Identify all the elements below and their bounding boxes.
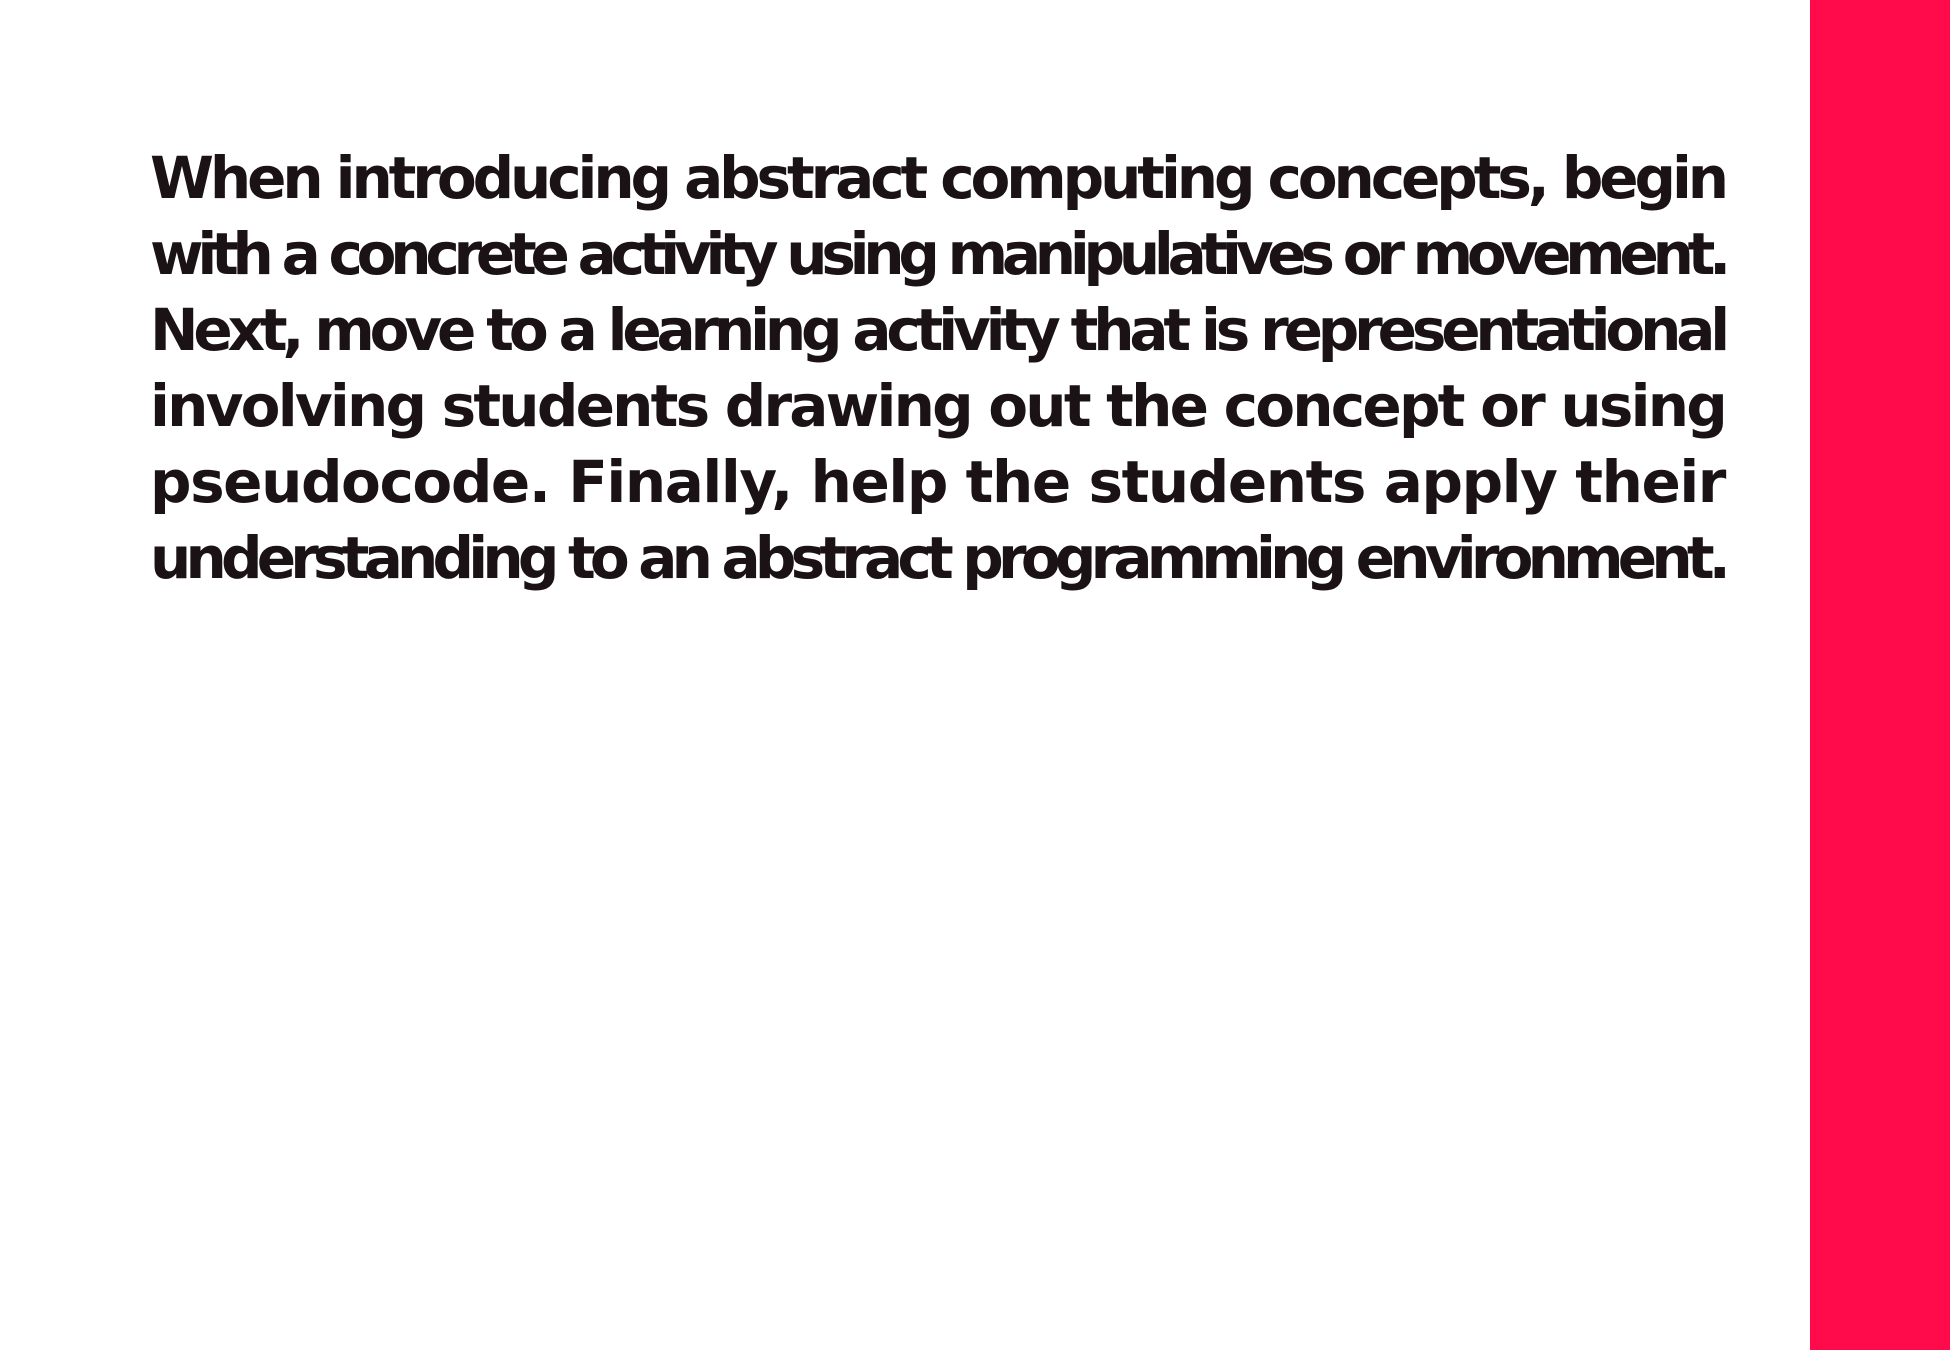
paragraph-line-1: When introducing abstract computing concepts, begin bbox=[150, 144, 1725, 212]
paragraph-line-2: with a concrete activity using manipulatives or movement. bbox=[150, 220, 1725, 288]
paragraph-line-6: understanding to an abstract programming environment. bbox=[150, 524, 1725, 592]
accent-side-bar bbox=[1810, 0, 1950, 1350]
paragraph-line-4: involving students drawing out the concept or using bbox=[150, 372, 1725, 440]
body-paragraph bbox=[150, 140, 1725, 596]
paragraph-line-5: pseudocode. Finally, help the students apply their bbox=[150, 448, 1725, 516]
paragraph-line-3: Next, move to a learning activity that is representational bbox=[150, 296, 1725, 364]
